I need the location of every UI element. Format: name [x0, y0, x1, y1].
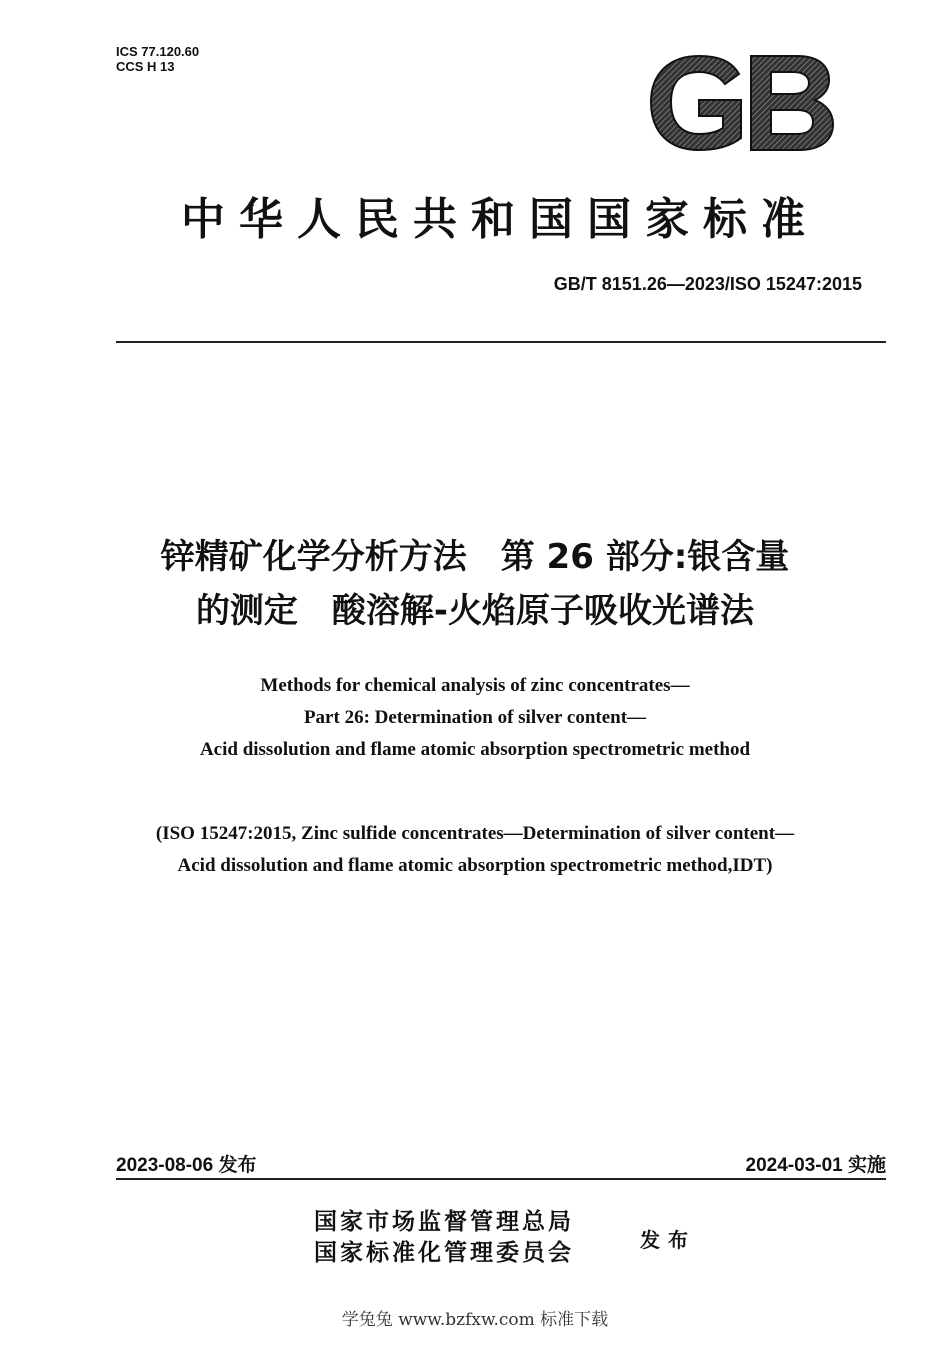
english-title-line-1: Methods for chemical analysis of zinc concentrates—: [260, 675, 690, 696]
chinese-title-line-1: 锌精矿化学分析方法 第 26 部分:银含量: [160, 537, 790, 577]
top-divider: [116, 341, 886, 343]
english-title: [60, 670, 890, 766]
english-title-line-3: Acid dissolution and flame atomic absorption spectrometric method: [199, 739, 751, 760]
authority-samr: 国家市场监督管理总局: [314, 1208, 574, 1235]
standard-number: GB/T 8151.26—2023/ISO 15247:2015: [553, 274, 862, 294]
implementation-date: 2024-03-01 实施: [745, 1155, 886, 1176]
watermark-text: 学兔兔 www.bzfxw.com 标准下载: [341, 1310, 609, 1330]
classification-codes: [116, 44, 199, 74]
chinese-title-line-2: 的测定 酸溶解-火焰原子吸收光谱法: [195, 591, 755, 631]
iso-reference-line-2: Acid dissolution and flame atomic absorption spectrometric method,IDT): [177, 855, 773, 876]
english-title-line-2: Part 26: Determination of silver content—: [303, 707, 647, 728]
issue-date: 2023-08-06 发布: [116, 1155, 257, 1176]
ccs-code: CCS H 13: [116, 59, 175, 74]
gb-logo-graphic: [647, 52, 835, 154]
bottom-divider: [116, 1178, 886, 1180]
gb-logo: [647, 52, 835, 154]
chinese-title: [60, 530, 890, 638]
iso-reference-line-1: (ISO 15247:2015, Zinc sulfide concentrates—Determination of silver content—: [155, 823, 795, 844]
authority-sac: 国家标准化管理委员会: [314, 1239, 574, 1266]
national-standard-title: 中华人民共和国国家标准: [181, 194, 819, 245]
publish-label: 发布: [640, 1228, 696, 1252]
iso-reference: [60, 818, 890, 882]
ics-code: ICS 77.120.60: [116, 44, 200, 59]
issuing-authorities: [314, 1206, 574, 1268]
